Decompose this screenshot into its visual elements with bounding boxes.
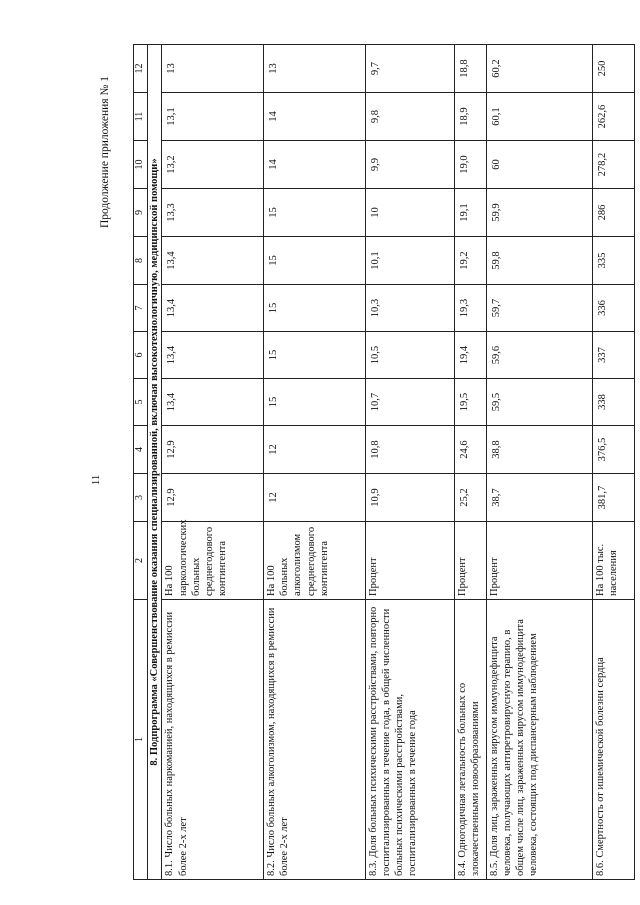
unit-cell: На 100 больных алкоголизмом среднегодового контингента: [264, 522, 366, 600]
value-cell: 10,8: [365, 426, 454, 474]
value-cell: 10,1: [365, 237, 454, 285]
column-number: 12: [134, 45, 148, 93]
value-cell: 13,2: [162, 141, 264, 189]
value-cell: 60,1: [486, 93, 592, 141]
table-row: [592, 45, 634, 880]
table-row: [162, 45, 264, 880]
value-cell: 9,7: [365, 45, 454, 93]
column-number: 1: [134, 600, 148, 880]
value-cell: 10: [365, 189, 454, 237]
section-title: 8. Подпрограмма «Совершенствование оказания специализированной, включая высокотехнологичную, медицинской помощи»: [147, 45, 162, 880]
value-cell: 9,8: [365, 93, 454, 141]
value-cell: 13,1: [162, 93, 264, 141]
column-number: 10: [134, 141, 148, 189]
value-cell: 262,6: [592, 93, 634, 141]
value-cell: 15: [264, 332, 366, 379]
indicator-cell: 8.3. Доля больных психическими расстройствами, повторно госпитализированных в течение года, в общей численности больных психическими расстройствами, госпитализированных в течение года: [365, 600, 454, 880]
unit-cell: На 100 наркологических больных среднегодового контингента: [162, 522, 264, 600]
unit-cell: На 100 тыс. населения: [592, 522, 634, 600]
value-cell: 19,2: [454, 237, 486, 285]
value-cell: 335: [592, 237, 634, 285]
unit-cell: Процент: [454, 522, 486, 600]
table-row: [486, 45, 592, 880]
value-cell: 60: [486, 141, 592, 189]
indicator-cell: 8.4. Одногодичная летальность больных со злокачественными новообразованиями: [454, 600, 486, 880]
table-row: [454, 45, 486, 880]
value-cell: 278,2: [592, 141, 634, 189]
value-cell: 14: [264, 141, 366, 189]
value-cell: 59,6: [486, 332, 592, 379]
value-cell: 12,9: [162, 474, 264, 522]
value-cell: 338: [592, 379, 634, 426]
value-cell: 15: [264, 379, 366, 426]
indicators-table: [133, 44, 635, 880]
table-row: [264, 45, 366, 880]
value-cell: 19,4: [454, 332, 486, 379]
value-cell: 13: [162, 45, 264, 93]
value-cell: 24,6: [454, 426, 486, 474]
value-cell: 13,4: [162, 237, 264, 285]
value-cell: 15: [264, 285, 366, 332]
rotated-table-container: [133, 45, 635, 880]
value-cell: 60,2: [486, 45, 592, 93]
value-cell: 59,7: [486, 285, 592, 332]
value-cell: 19,3: [454, 285, 486, 332]
value-cell: 337: [592, 332, 634, 379]
unit-cell: Процент: [486, 522, 592, 600]
indicator-cell: 8.2. Число больных алкоголизмом, находящихся в ремиссии более 2-х лет: [264, 600, 366, 880]
value-cell: 250: [592, 45, 634, 93]
column-number: 6: [134, 332, 148, 379]
column-number: 9: [134, 189, 148, 237]
value-cell: 19,1: [454, 189, 486, 237]
value-cell: 10,9: [365, 474, 454, 522]
section-row: [147, 45, 162, 880]
value-cell: 12: [264, 474, 366, 522]
column-number: 8: [134, 237, 148, 285]
value-cell: 38,7: [486, 474, 592, 522]
page-number: 11: [90, 474, 102, 486]
value-cell: 25,2: [454, 474, 486, 522]
value-cell: 14: [264, 93, 366, 141]
value-cell: 13,4: [162, 332, 264, 379]
value-cell: 336: [592, 285, 634, 332]
unit-cell: Процент: [365, 522, 454, 600]
column-number: 3: [134, 474, 148, 522]
indicator-cell: 8.1. Число больных наркоманией, находящихся в ремиссии более 2-х лет: [162, 600, 264, 880]
value-cell: 13,4: [162, 379, 264, 426]
value-cell: 12,9: [162, 426, 264, 474]
value-cell: 38,8: [486, 426, 592, 474]
value-cell: 15: [264, 189, 366, 237]
value-cell: 13: [264, 45, 366, 93]
value-cell: 19,0: [454, 141, 486, 189]
value-cell: 10,5: [365, 332, 454, 379]
value-cell: 12: [264, 426, 366, 474]
column-number: 7: [134, 285, 148, 332]
column-number: 5: [134, 379, 148, 426]
value-cell: 59,8: [486, 237, 592, 285]
column-number: 4: [134, 426, 148, 474]
value-cell: 18,9: [454, 93, 486, 141]
value-cell: 381,7: [592, 474, 634, 522]
column-number: 2: [134, 522, 148, 600]
value-cell: 10,7: [365, 379, 454, 426]
column-numbers-row: [134, 45, 148, 880]
value-cell: 18,8: [454, 45, 486, 93]
indicator-cell: 8.6. Смертность от ишемической болезни сердца: [592, 600, 634, 880]
appendix-heading: Продолжение приложения № 1: [99, 75, 111, 229]
value-cell: 10,3: [365, 285, 454, 332]
indicator-cell: 8.5. Доля лиц, зараженных вирусом иммунодефицита человека, получающих антиретровирусную терапию, в общем числе лиц, зараженных вирусом иммунодефицита человека, состоящих под диспансерным наблюдением: [486, 600, 592, 880]
value-cell: 59,5: [486, 379, 592, 426]
value-cell: 9,9: [365, 141, 454, 189]
value-cell: 376,5: [592, 426, 634, 474]
value-cell: 15: [264, 237, 366, 285]
table-row: [365, 45, 454, 880]
value-cell: 19,5: [454, 379, 486, 426]
value-cell: 286: [592, 189, 634, 237]
value-cell: 59,9: [486, 189, 592, 237]
value-cell: 13,4: [162, 285, 264, 332]
value-cell: 13,3: [162, 189, 264, 237]
column-number: 11: [134, 93, 148, 141]
